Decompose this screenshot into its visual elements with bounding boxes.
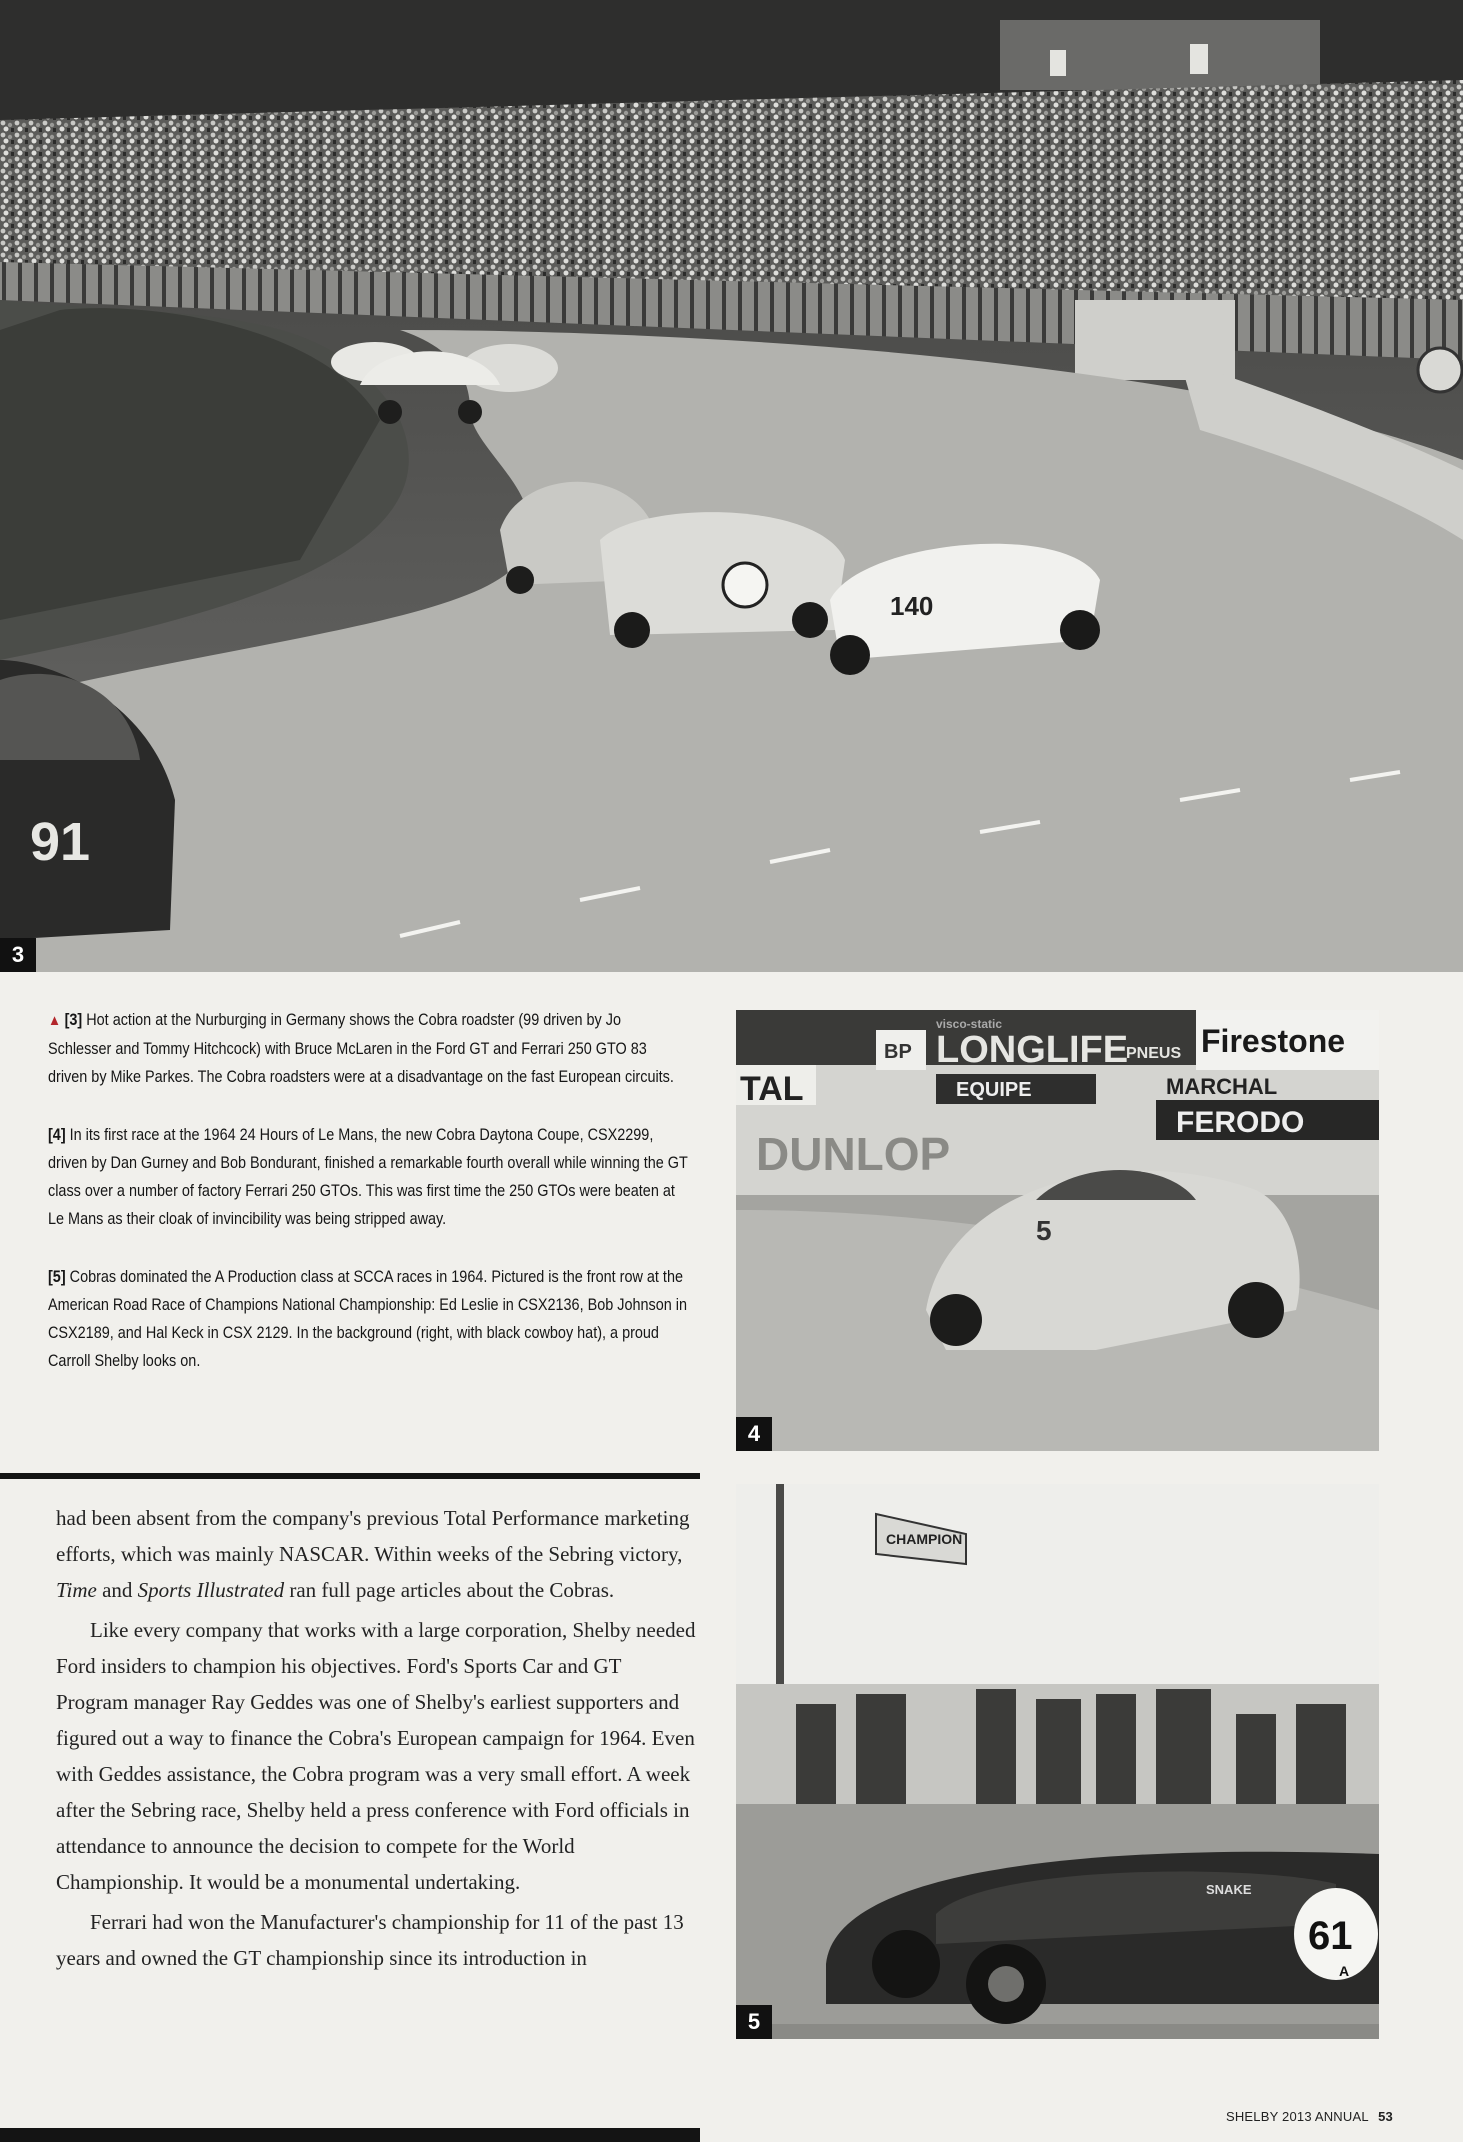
le-mans-image bbox=[736, 1010, 1379, 1451]
sign-dunlop: DUNLOP bbox=[756, 1128, 951, 1180]
figure-number-4: 4 bbox=[736, 1417, 772, 1451]
divider-rule bbox=[0, 1473, 700, 1479]
photo-nurburgring-race bbox=[0, 0, 1463, 972]
page-number: 53 bbox=[1378, 2109, 1393, 2124]
race-scene-image bbox=[0, 0, 1463, 972]
arrc-image bbox=[736, 1484, 1379, 2039]
sign-firestone: Firestone bbox=[1201, 1023, 1346, 1059]
figure-number-5: 5 bbox=[736, 2005, 772, 2039]
photo-captions bbox=[48, 1006, 688, 1405]
up-arrow-icon: ▲ bbox=[48, 1012, 62, 1029]
sign-tal: TAL bbox=[740, 1070, 804, 1108]
sign-ferodo: FERODO bbox=[1176, 1106, 1305, 1139]
sign-pneus: PNEUS bbox=[1126, 1045, 1182, 1062]
photo-le-mans-daytona bbox=[736, 1010, 1379, 1451]
car-number-5: 5 bbox=[1036, 1215, 1052, 1246]
article-paragraph-2: Like every company that works with a large corporation, Shelby needed Ford insiders to champion his objectives. Ford's Sports Car and GT Program manager Ray Geddes was one of Shelby's earliest supporters and figured out a way to finance the Cobra's European campaign for 1964. Even with Geddes assistance, the Cobra program was a very small effort. A week after the Sebring race, Shelby held a press conference with Ford officials in attendance to announce the decision to compete for the World Championship. It would be a monumental undertaking. bbox=[56, 1618, 696, 1894]
car-number-91: 91 bbox=[30, 812, 91, 872]
caption-3: ▲ [3] Hot action at the Nurburging in Germany shows the Cobra roadster (99 driven by Jo Schlesser and Tommy Hitchcock) with Bruce McLaren in the Ford GT and Ferrari 250 GTO 83 driven by Mike Parkes. The Cobra roadsters were at a disadvantage on the fast European circuits. bbox=[48, 1011, 674, 1086]
sign-equipe: EQUIPE bbox=[956, 1079, 1032, 1101]
page-footer bbox=[1226, 2109, 1393, 2124]
figure-number-3: 3 bbox=[0, 938, 36, 972]
article-paragraph-3: Ferrari had won the Manufacturer's championship for 11 of the past 13 years and owned the GT championship since its introduction in bbox=[56, 1910, 684, 1970]
flag-champion: CHAMPION bbox=[886, 1531, 963, 1547]
sign-marchal: MARCHAL bbox=[1166, 1074, 1278, 1099]
bottom-rule bbox=[0, 2128, 700, 2142]
article-body bbox=[56, 1500, 696, 1976]
sign-longlife: LONGLIFE bbox=[936, 1029, 1129, 1071]
car-number-61: 61 bbox=[1308, 1914, 1353, 1958]
car-name-snake: SNAKE bbox=[1206, 1882, 1252, 1897]
sign-bp: BP bbox=[884, 1041, 912, 1063]
car-cobra-roadster bbox=[600, 512, 845, 648]
caption-5: [5] Cobras dominated the A Production class at SCCA races in 1964. Pictured is the front row at the American Road Race of Champions National Championship: Ed Leslie in CSX2136, Bob Johnson in CSX2189, and Hal Keck in CSX 2129. In the background (right, with black cowboy hat), a proud Carroll Shelby looks on. bbox=[48, 1268, 688, 1370]
photo-arrc-front-row bbox=[736, 1484, 1379, 2039]
car-class-a: A bbox=[1339, 1963, 1350, 1979]
publication-time: Time bbox=[56, 1578, 97, 1602]
publication-sports-illustrated: Sports Illustrated bbox=[137, 1578, 285, 1602]
article-paragraph-1: had been absent from the company's previous Total Performance marketing efforts, which was mainly NASCAR. Within weeks of the Sebring victory, Time and Sports Illustrated ran full page articles about the Cobras. bbox=[56, 1506, 690, 1602]
sign-visco: visco-static bbox=[936, 1017, 1003, 1031]
caption-4: [4] In its first race at the 1964 24 Hours of Le Mans, the new Cobra Daytona Coupe, CSX2299, driven by Dan Gurney and Bob Bondurant, finished a remarkable fourth overall while winning the GT class over a number of factory Ferrari 250 GTOs. This was first time the 250 GTOs were beaten at Le Mans as their cloak of invincibility was being stripped away. bbox=[48, 1126, 688, 1228]
publication-name: SHELBY 2013 ANNUAL bbox=[1225, 2109, 1369, 2124]
car-number-140: 140 bbox=[890, 591, 934, 621]
